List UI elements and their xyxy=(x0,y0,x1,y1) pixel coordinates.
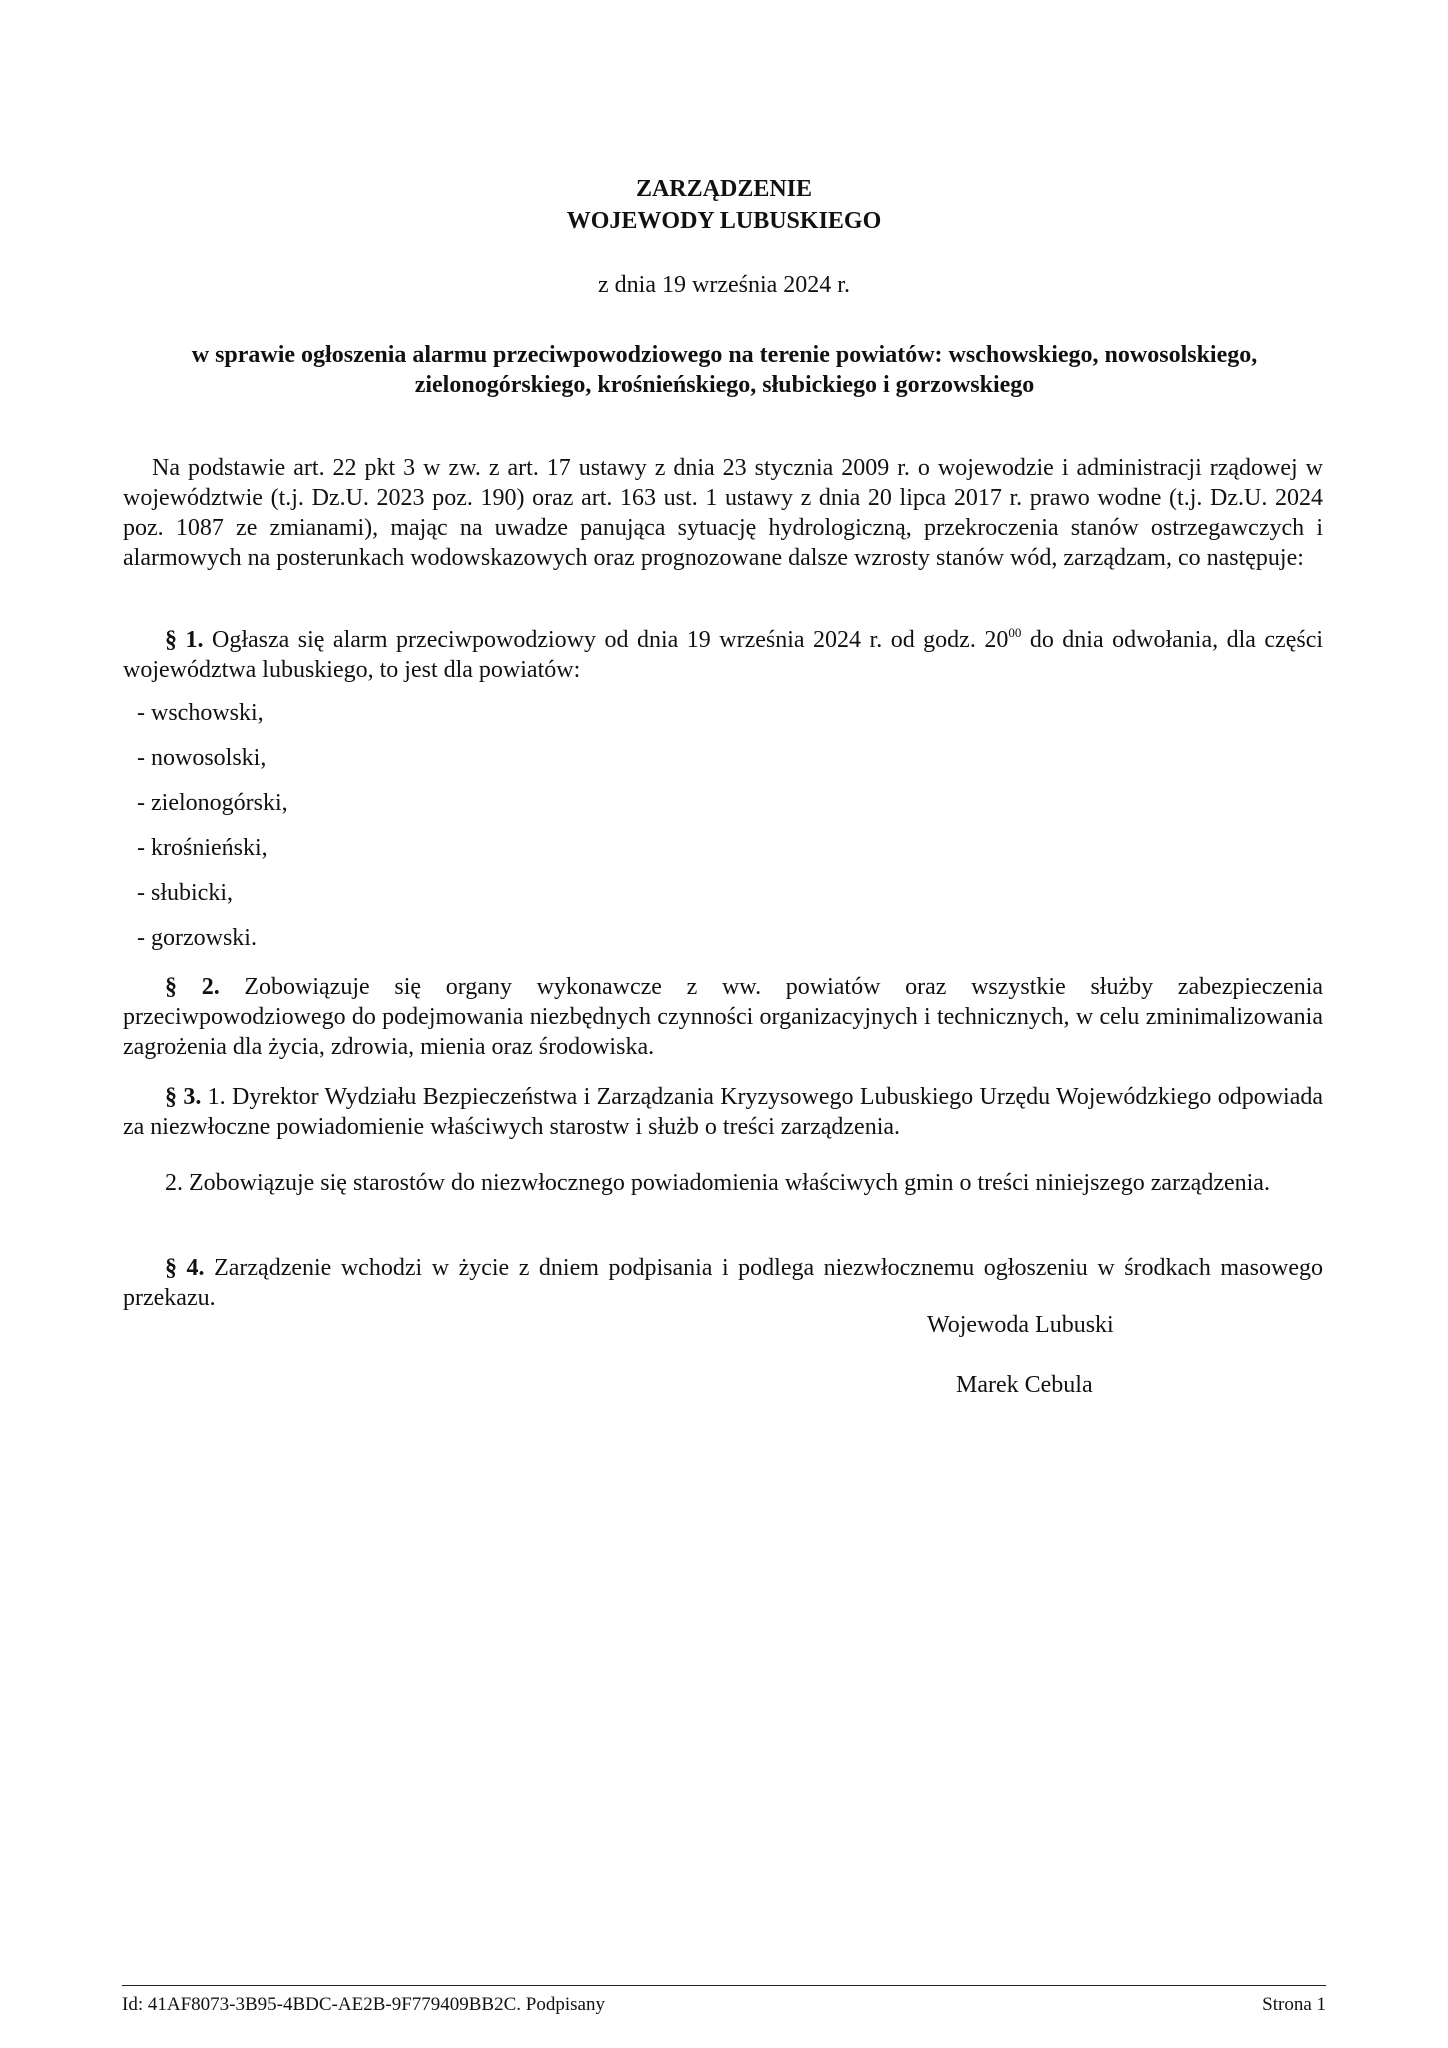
signature-office: Wojewoda Lubuski xyxy=(927,1312,1114,1338)
county-item: - nowosolski, xyxy=(137,745,267,771)
preamble-paragraph: Na podstawie art. 22 pkt 3 w zw. z art. 17 ustawy z dnia 23 stycznia 2009 r. o wojewodzie i administracji rządowej w województwie (t.j. Dz.U. 2023 poz. 190) oraz art. 163 ust. 1 ustawy z dnia 20 lipca 2017 r. prawo wodne (t.j. Dz.U. 2024 poz. 1087 ze zmianami), mając na uwadze panująca sytuację hydrologiczną, przekroczenia stanów ostrzegawczych i alarmowych na posterunkach wodowskazowych oraz prognozowane dalsze wzrosty stanów wód, zarządzam, co następuje: xyxy=(123,455,1323,571)
county-item: - wschowski, xyxy=(137,700,264,726)
section-4-text: Zarządzenie wchodzi w życie z dniem podpisania i podlega niezwłocznemu ogłoszeniu w środkach masowego przekazu. xyxy=(123,1255,1324,1311)
county-item: - zielonogórski, xyxy=(137,790,288,816)
signature-name: Marek Cebula xyxy=(956,1372,1093,1398)
footer-page-number: Strona 1 xyxy=(1262,1994,1326,2015)
document-title-line2: WOJEWODY LUBUSKIEGO xyxy=(566,208,882,234)
section-4-label: § 4. xyxy=(165,1255,205,1281)
section-3-paragraph xyxy=(123,1082,1323,1142)
section-3-point-1: 1. Dyrektor Wydziału Bezpieczeństwa i Zarządzania Kryzysowego Lubuskiego Urzędu Wojewódzkiego odpowiada za niezwłoczne powiadomienie właściwych starostw i służb o treści zarządzenia. xyxy=(123,1084,1324,1140)
section-3-label: § 3. xyxy=(165,1084,202,1110)
footer-divider xyxy=(122,1985,1326,1986)
section-3-point-2: 2. Zobowiązuje się starostów do niezwłocznego powiadomienia właściwych gmin o treści niniejszego zarządzenia. xyxy=(165,1170,1270,1196)
section-1-text-b: do dnia odwołania, dla części województwa lubuskiego, to jest dla powiatów: xyxy=(123,627,1324,683)
section-2-label: § 2. xyxy=(165,974,220,1000)
document-subject-line2: zielonogórskiego, krośnieńskiego, słubickiego i gorzowskiego xyxy=(414,372,1035,398)
county-item: - krośnieński, xyxy=(137,835,268,861)
county-item: - gorzowski. xyxy=(137,925,257,951)
county-list xyxy=(137,698,288,968)
section-2-text: Zobowiązuje się organy wykonawcze z ww. powiatów oraz wszystkie służby zabezpieczenia przeciwpowodziowego do podejmowania niezbędnych czynności organizacyjnych i technicznych, w celu zminimalizowania zagrożenia dla życia, zdrowia, mienia oraz środowiska. xyxy=(123,974,1324,1060)
footer-document-id: Id: 41AF8073-3B95-4BDC-AE2B-9F779409BB2C. Podpisany xyxy=(122,1994,605,2015)
section-4-paragraph xyxy=(123,1253,1323,1313)
section-1-time-superscript: 00 xyxy=(1008,625,1022,640)
document-subject-line1: w sprawie ogłoszenia alarmu przeciwpowodziowego na terenie powiatów: wschowskiego, nowosolskiego, xyxy=(191,342,1258,368)
county-item: - słubicki, xyxy=(137,880,233,906)
section-2-paragraph xyxy=(123,972,1323,1062)
section-1-label: § 1. xyxy=(165,627,204,653)
section-1-paragraph xyxy=(123,625,1323,685)
section-1-text-a: Ogłasza się alarm przeciwpowodziowy od dnia 19 września 2024 r. od godz. 20 xyxy=(203,627,1009,653)
document-date: z dnia 19 września 2024 r. xyxy=(598,272,850,298)
document-title-line1: ZARZĄDZENIE xyxy=(635,176,813,202)
